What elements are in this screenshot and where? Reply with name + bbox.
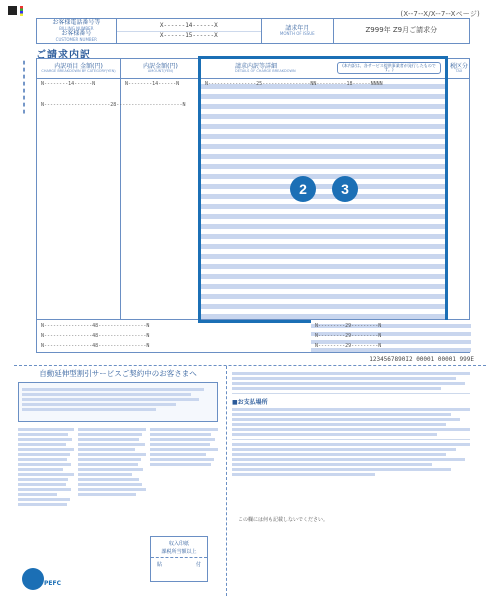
col1-label: 内訳項目 金額(円) <box>54 63 103 71</box>
notice-title: 自動延伸型割引サービスご契約中のお客さまへ <box>39 369 197 378</box>
section-title: ご請求内訳 <box>36 50 91 61</box>
col2-sub: AMOUNT(YEN) <box>147 69 174 74</box>
col4-sub: TAX <box>455 69 463 74</box>
customer-number-label: お客様番号 <box>61 30 92 37</box>
billing-number-sub: BILLING NUMBER <box>59 25 94 31</box>
column-header-amount <box>121 59 201 79</box>
month-value-cell <box>334 19 469 43</box>
notice-column-2 <box>78 426 146 508</box>
badge-2: 2 <box>290 176 316 202</box>
do-not-write-note: この欄には何も記載しないでください。 <box>238 517 329 523</box>
notice-banner <box>18 382 218 422</box>
stamp-line-2: 課税所当額以上 <box>161 549 197 555</box>
perforation-horizontal <box>14 365 486 366</box>
payment-place-heading: ■お支払場所 <box>232 399 268 406</box>
column-category <box>37 79 121 319</box>
pefc-logo-icon <box>22 568 44 590</box>
month-label-cell <box>262 19 334 43</box>
summary-row-2-right: N---------29---------N <box>315 333 382 339</box>
details-note: (本内訳は、各サービス提供事業者が発行したものです。) <box>337 62 441 74</box>
column-header-tax <box>447 59 471 79</box>
summary-row-1: N----------------48----------------N <box>41 323 150 329</box>
revenue-stamp-box <box>150 536 208 582</box>
col1-sub: CHARGE BREAKDOWN BY CATEGORY(YEN) <box>41 69 116 74</box>
payment-info-area <box>232 370 470 478</box>
month-label: 請求年月 <box>285 24 310 32</box>
col4-label: 税区分 <box>449 63 468 71</box>
summary-row-3-right: N---------29---------N <box>315 343 382 349</box>
customer-number-sub: CUSTOMER NUMBER <box>55 36 97 42</box>
registration-mark <box>8 6 17 15</box>
summary-row-3: N----------------48----------------N <box>41 343 150 349</box>
row1-category: N--------14------N <box>41 81 96 87</box>
side-vertical-text: ▮▮▮▮▮▮▮▮ <box>21 60 27 116</box>
row1-amount: N--------14------N <box>125 81 180 87</box>
column-amount <box>121 79 201 319</box>
footer-code: 1234567890I2 00001 00001 999E <box>369 356 474 363</box>
summary-rows <box>36 320 470 353</box>
billing-number-label: お客様電話番号等 <box>52 19 101 27</box>
perforation-vertical <box>226 366 227 596</box>
customer-number-value: X------15------X <box>159 31 218 39</box>
col3-label: 請求内訳等詳細 <box>235 63 278 71</box>
row2-category: N----------------------28----------------------N <box>41 102 186 108</box>
billing-number-value: X------14------X <box>117 22 261 32</box>
bill-header <box>36 18 470 44</box>
month-value: Z999年 Z9月ご請求分 <box>365 26 438 35</box>
color-registration-mark <box>20 6 23 16</box>
badge-3: 3 <box>332 176 358 202</box>
column-tax <box>447 79 471 319</box>
pefc-label: PEFC <box>44 580 61 587</box>
stamp-line-3: 貼 <box>157 562 163 568</box>
summary-row-1-right: N---------29---------N <box>315 323 382 329</box>
row1-details: N----------------25----------------NN----------18------NNNN <box>205 81 383 87</box>
col3-sub: DETAILS OF CHARGE BREAKDOWN <box>235 69 296 74</box>
details-highlight-frame <box>198 56 448 323</box>
billing-number-label-cell <box>37 19 117 43</box>
stamp-line-4: 付 <box>195 562 201 568</box>
notice-banner-text <box>19 383 217 416</box>
notice-columns <box>18 426 218 508</box>
col2-label: 内訳金額(円) <box>143 63 178 71</box>
summary-row-2: N----------------48----------------N <box>41 333 150 339</box>
notice-column-3 <box>150 426 218 508</box>
page-code: (X--7--X/X--7--Xページ) <box>400 10 480 18</box>
month-sub: MONTH OF ISSUE <box>279 31 315 37</box>
stamp-line-1: 収入印紙 <box>168 541 189 547</box>
stamp-divider <box>151 557 207 558</box>
notice-column-1 <box>18 426 74 508</box>
column-header-category <box>37 59 121 79</box>
number-values-cell <box>117 19 262 43</box>
